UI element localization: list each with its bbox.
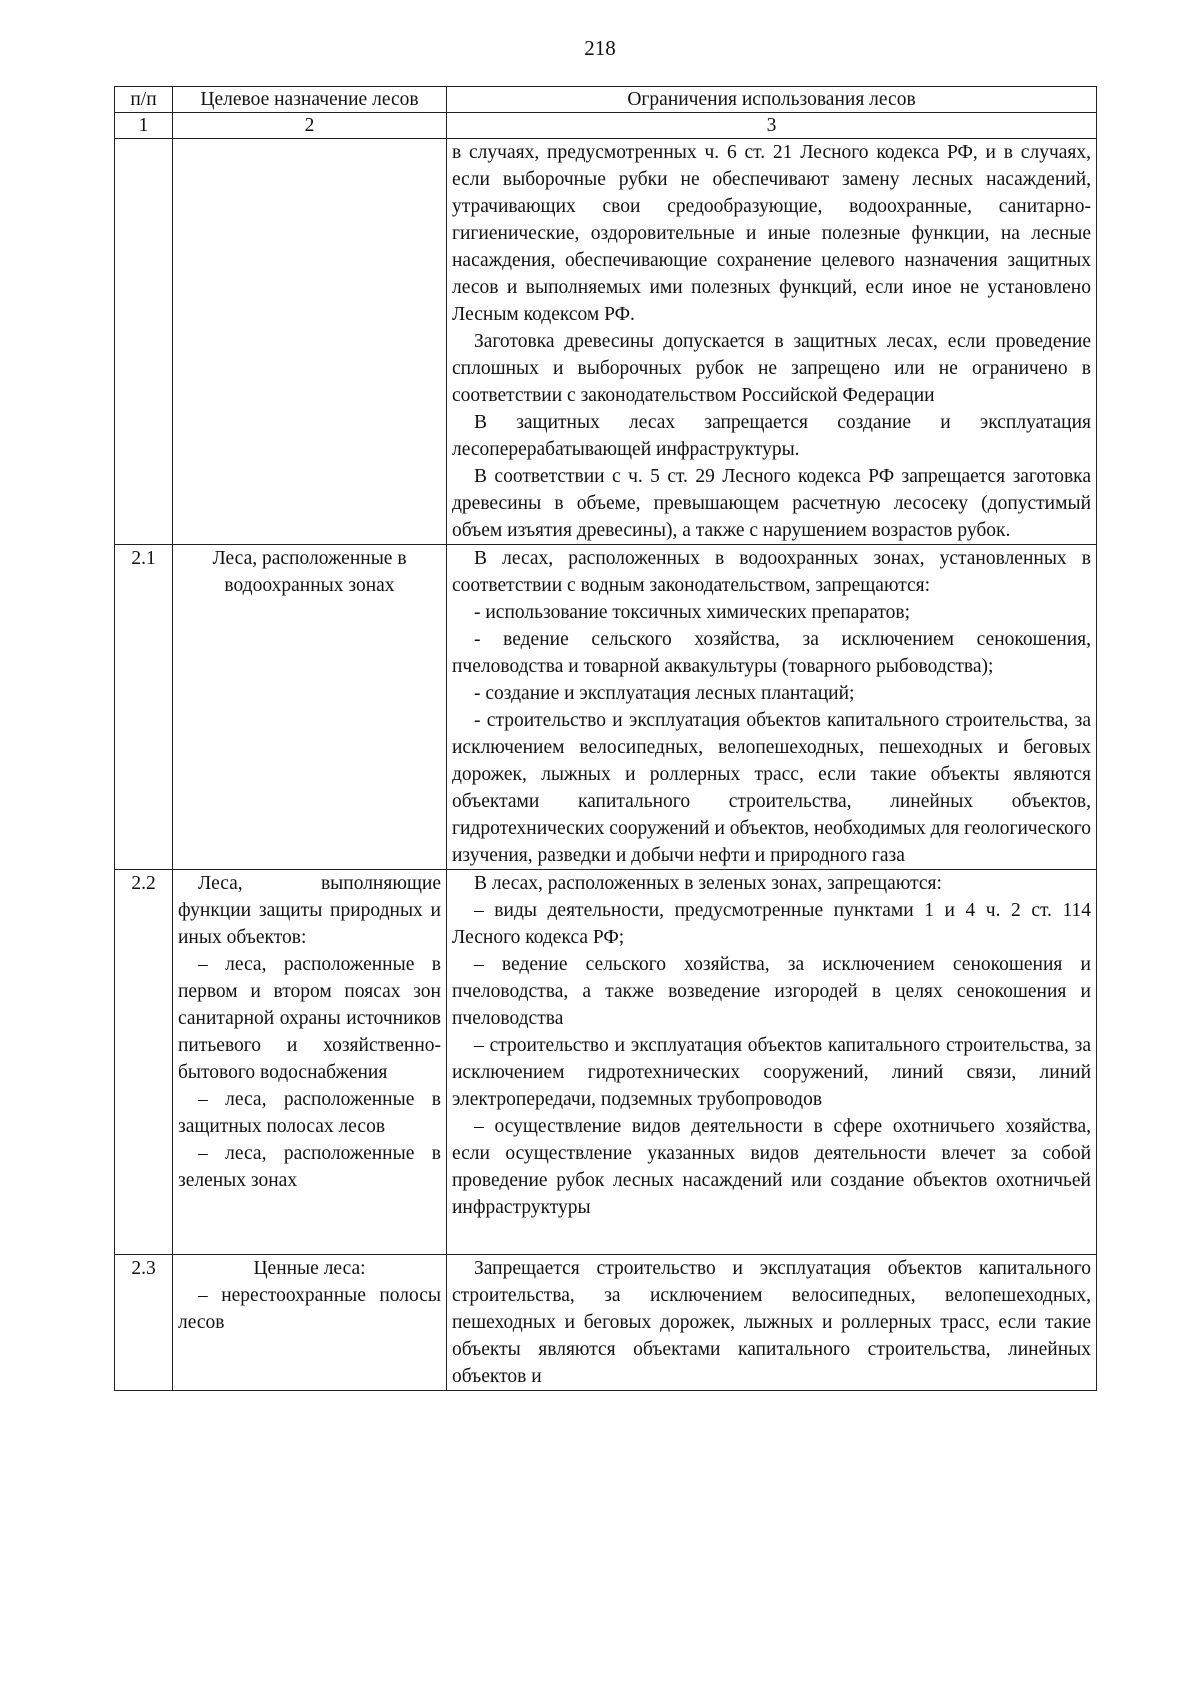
list-item: - использование токсичных химических препаратов;: [474, 602, 910, 623]
header-restrictions: Ограничения использования лесов: [447, 87, 1097, 113]
list-item: - ведение сельского хозяйства, за исключением сенокошения, пчеловодства и товарной аквакультуры (товарного рыбоводства);: [452, 629, 1091, 677]
row-restrictions: [447, 545, 1097, 870]
page-number: 218: [584, 36, 616, 60]
paragraph: В соответствии с ч. 5 ст. 29 Лесного кодекса РФ запрещается заготовка древесины в объеме, превышающем расчетную лесосеку (допустимый объем изъятия древесины), а также с нарушением возрастов рубок.: [452, 466, 1091, 541]
paragraph: В защитных лесах запрещается создание и эксплуатация лесоперерабатывающей инфраструктуры.: [452, 412, 1091, 460]
list-item: – леса, расположенные в зеленых зонах: [178, 1143, 441, 1191]
row-cont-purpose: [173, 139, 447, 545]
list-item: – леса, расположенные в защитных полосах лесов: [178, 1089, 441, 1137]
list-item: - строительство и эксплуатация объектов капитального строительства, за исключением велосипедных, велопешеходных, пешеходных и беговых дорожек, лыжных и роллерных трасс, если такие объекты являются объектами капитального строительства, линейных объектов, гидротехнических сооружений и объектов, необходимых для геологического изучения, разведки и добычи нефти и природного газа: [452, 710, 1091, 866]
list-item: – строительство и эксплуатация объектов капитального строительства, за исключением гидротехнических сооружений, линий связи, линий электропередачи, подземных трубопроводов: [452, 1035, 1091, 1110]
list-item: - создание и эксплуатация лесных плантаций;: [474, 683, 855, 704]
table-row-2-1: [115, 545, 1097, 870]
header-purpose: Целевое назначение лесов: [173, 87, 447, 113]
paragraph: В лесах, расположенных в зеленых зонах, запрещаются:: [474, 873, 942, 894]
list-item: – виды деятельности, предусмотренные пунктами 1 и 4 ч. 2 ст. 114 Лесного кодекса РФ;: [452, 900, 1091, 948]
purpose-text: Ценные леса:: [253, 1258, 366, 1279]
table-row-2-2: [115, 870, 1097, 1255]
row-number: 2.3: [115, 1255, 173, 1391]
column-number-1: 1: [115, 113, 173, 139]
row-purpose: [173, 545, 447, 870]
row-restrictions: [447, 870, 1097, 1255]
column-numbers-row: [115, 113, 1097, 139]
row-restrictions: [447, 1255, 1097, 1391]
purpose-text: Леса, расположенные в водоохранных зонах: [212, 548, 407, 596]
paragraph: Заготовка древесины допускается в защитных лесах, если проведение сплошных и выборочных рубок не запрещено или не ограничено в соответствии с законодательством Российской Федерации: [452, 331, 1091, 406]
paragraph: В лесах, расположенных в водоохранных зонах, установленных в соответствии с водным законодательством, запрещаются:: [452, 548, 1091, 596]
row-number: 2.2: [115, 870, 173, 1255]
paragraph: в случаях, предусмотренных ч. 6 ст. 21 Лесного кодекса РФ, и в случаях, если выборочные рубки не обеспечивают замену лесных насаждений, утрачивающих свои средообразующие, водоохранные, санитарно-гигиенические, оздоровительные и иные полезные функции, на лесные насаждения, обеспечивающие сохранение целевого назначения защитных лесов и выполняемых ими полезных функций, если иное не установлено Лесным кодексом РФ.: [452, 142, 1091, 325]
paragraph: Запрещается строительство и эксплуатация объектов капитального строительства, за исключением велосипедных, велопешеходных, пешеходных и беговых дорожек, лыжных и роллерных трасс, если такие объекты являются объектами капитального строительства, линейных объектов и: [452, 1258, 1091, 1387]
row-purpose: [173, 870, 447, 1255]
row-cont-restrictions: [447, 139, 1097, 545]
row-purpose: [173, 1255, 447, 1391]
row-number: 2.1: [115, 545, 173, 870]
column-number-3: 3: [447, 113, 1097, 139]
column-number-2: 2: [173, 113, 447, 139]
purpose-text: Леса, выполняющие функции защиты природных и иных объектов:: [178, 873, 441, 948]
spacer: [178, 1194, 441, 1254]
list-item: – леса, расположенные в первом и втором поясах зон санитарной охраны источников питьевого и хозяйственно-бытового водоснабжения: [178, 954, 441, 1083]
table-row-continuation: [115, 139, 1097, 545]
table-row-2-3: [115, 1255, 1097, 1391]
forest-restrictions-table: [114, 86, 1097, 1391]
list-item: – осуществление видов деятельности в сфере охотничьего хозяйства, если осуществление указанных видов деятельности влечет за собой проведение рубок лесных насаждений или создание объектов охотничьей инфраструктуры: [452, 1116, 1091, 1218]
header-index: п/п: [115, 87, 173, 113]
list-item: – нерестоохранные полосы лесов: [178, 1285, 441, 1333]
list-item: – ведение сельского хозяйства, за исключением сенокошения и пчеловодства, а также возведение изгородей в целях сенокошения и пчеловодства: [452, 954, 1091, 1029]
row-cont-index: [115, 139, 173, 545]
table-header-row: [115, 87, 1097, 113]
